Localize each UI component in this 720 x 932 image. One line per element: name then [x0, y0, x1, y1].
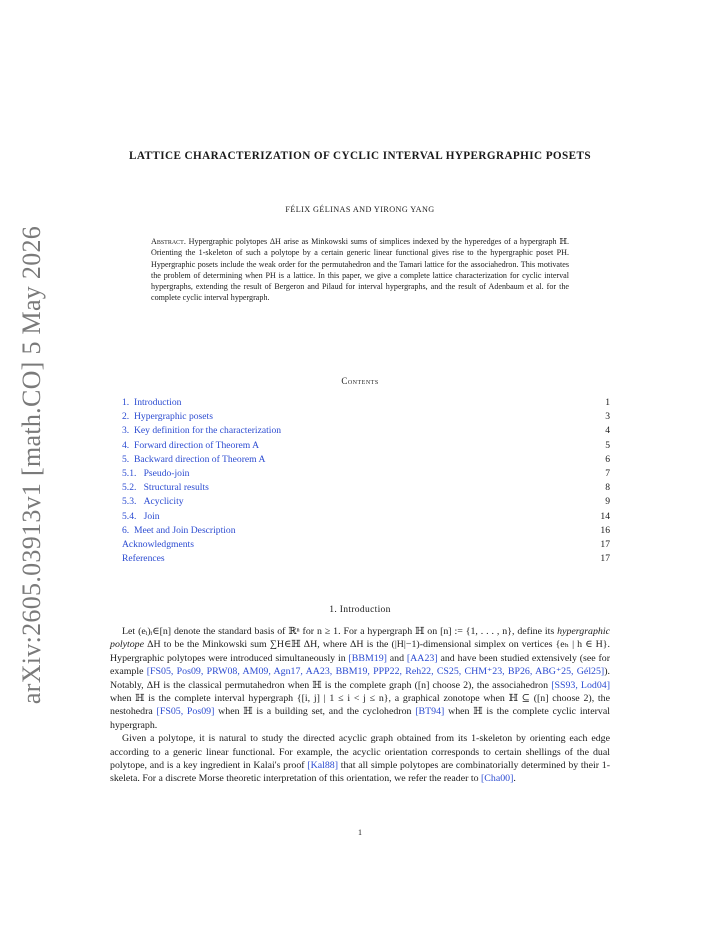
citation-link[interactable]: [AA23]: [406, 652, 438, 664]
abstract: [151, 236, 569, 304]
body-text: [110, 625, 610, 786]
citation-link[interactable]: [BT94]: [415, 706, 445, 718]
toc-page: 7: [605, 467, 610, 479]
toc-link[interactable]: 5.1. Pseudo-join: [122, 467, 190, 479]
citation-link[interactable]: [FS05, Pos09]: [156, 706, 215, 718]
toc-row[interactable]: [122, 495, 610, 509]
toc-page: 17: [600, 538, 610, 550]
toc-row[interactable]: [122, 524, 610, 538]
toc-link[interactable]: 3. Key definition for the characterization: [122, 425, 282, 437]
toc-row[interactable]: [122, 467, 610, 481]
paragraph: Given a polytope, it is natural to study the directed acyclic graph obtained from its 1-skeleton by orienting each edge according to a generic linear functional. For example, the acyclic orientation corresponds to certain shellings of the dual polytope, and is a key ingredient in Kalai's proof [Kal88] that all simple polytopes are combinatorially determined by their 1-skeleta. For a discrete Morse theoretic interpretation of this orientation, we refer the reader to [Cha00].: [110, 733, 610, 785]
abstract-text: Hypergraphic polytopes ΔH arise as Minkowski sums of simplices indexed by the hyperedges of a hypergraph ℍ. Orienting the 1-skeleton of such a polytope by a certain generic linear functional gives rise to the hypergraphic poset PH. Hypergraphic posets include the weak order for the permutahedron and the Tamari lattice for the associahedron. This motivates the problem of determining when PH is a lattice. In this paper, we give a complete lattice characterization for cyclic interval hypergraphs, extending the result of Bergeron and Pilaud for interval hypergraphs, and the result of Adenbaum et al. for the complete cyclic interval hypergraph.: [151, 237, 569, 303]
paragraph: Let (eᵢ)ᵢ∈[n] denote the standard basis of ℝⁿ for n ≥ 1. For a hypergraph ℍ on [n] := {1, . . . , n}, define its hypergraphic polytope ΔH to be the Minkowski sum ∑H∈ℍ ΔH, where ΔH is the (|H|−1)-dimensional simplex on vertices {eₕ | h ∈ H}. Hypergraphic polytopes were introduced simultaneously in [BBM19] and [AA23] and have been studied extensively (see for example [FS05, Pos09, PRW08, AM09, Agn17, AA23, BBM19, PPP22, Reh22, CS25, CHM⁺23, BP26, ABG⁺25, Gél25]). Notably, ΔH is the classical permutahedron when ℍ is the complete graph ([n] choose 2), the associahedron [SS93, Lod04] when ℍ is the complete interval hypergraph {[i, j] | 1 ≤ i < j ≤ n}, a graphical zonotope when ℍ ⊆ ([n] choose 2), the nestohedra [FS05, Pos09] when ℍ is a building set, and the cyclohedron [BT94] when ℍ is the complete cyclic interval hypergraph.: [110, 626, 611, 731]
citation-link[interactable]: [BBM19]: [348, 652, 387, 664]
toc-row[interactable]: [122, 396, 610, 410]
toc-row[interactable]: [122, 424, 610, 438]
toc-link[interactable]: 2. Hypergraphic posets: [122, 411, 213, 423]
toc-row[interactable]: [122, 510, 610, 524]
toc-link[interactable]: 6. Meet and Join Description: [122, 524, 236, 536]
toc-link[interactable]: References: [122, 553, 165, 565]
arxiv-identifier: arXiv:2605.03913v1 [math.CO] 5 May 2026: [17, 225, 46, 705]
contents-heading: Contents: [341, 376, 379, 386]
citation-link[interactable]: [SS93, Lod04]: [551, 679, 611, 691]
toc-page: 6: [605, 453, 610, 465]
toc-page: 3: [605, 411, 610, 423]
toc-link[interactable]: 5. Backward direction of Theorem A: [122, 453, 266, 465]
page-number: 1: [358, 828, 362, 837]
toc-link[interactable]: 4. Forward direction of Theorem A: [122, 439, 260, 451]
abstract-label: Abstract.: [151, 237, 186, 246]
toc-page: 4: [605, 425, 610, 437]
toc-link[interactable]: 5.3. Acyclicity: [122, 496, 184, 508]
toc-link[interactable]: Acknowledgments: [122, 538, 194, 550]
citation-link[interactable]: [Kal88]: [307, 760, 338, 772]
citation-link[interactable]: [FS05, Pos09, PRW08, AM09, Agn17, AA23, BBM19, PPP22, Reh22, CS25, CHM⁺23, BP26, ABG⁺25, Gél25]: [146, 666, 605, 678]
toc-link[interactable]: 5.2. Structural results: [122, 482, 209, 494]
toc-page: 5: [605, 439, 610, 451]
toc-link[interactable]: 1. Introduction: [122, 397, 182, 408]
citation-link[interactable]: [Cha00]: [481, 773, 514, 785]
paper-authors: FÉLIX GÉLINAS AND YIRONG YANG: [285, 205, 435, 214]
toc-row[interactable]: [122, 481, 610, 495]
toc-page: 17: [600, 553, 610, 565]
toc-link[interactable]: 5.4. Join: [122, 510, 160, 522]
toc-page: 16: [600, 524, 610, 536]
toc-row[interactable]: [122, 453, 610, 467]
toc-row[interactable]: [122, 410, 610, 424]
table-of-contents: [122, 396, 610, 566]
section-heading: 1. Introduction: [329, 604, 391, 615]
toc-row[interactable]: [122, 439, 610, 453]
toc-page: 8: [605, 482, 610, 494]
toc-page: 9: [605, 496, 610, 508]
toc-page: 1: [605, 397, 610, 408]
toc-row[interactable]: [122, 552, 610, 566]
paper-title: LATTICE CHARACTERIZATION OF CYCLIC INTERVAL HYPERGRAPHIC POSETS: [128, 150, 591, 162]
toc-page: 14: [600, 510, 610, 522]
arxiv-identifier-stamp: [10, 225, 54, 705]
toc-row[interactable]: [122, 538, 610, 552]
